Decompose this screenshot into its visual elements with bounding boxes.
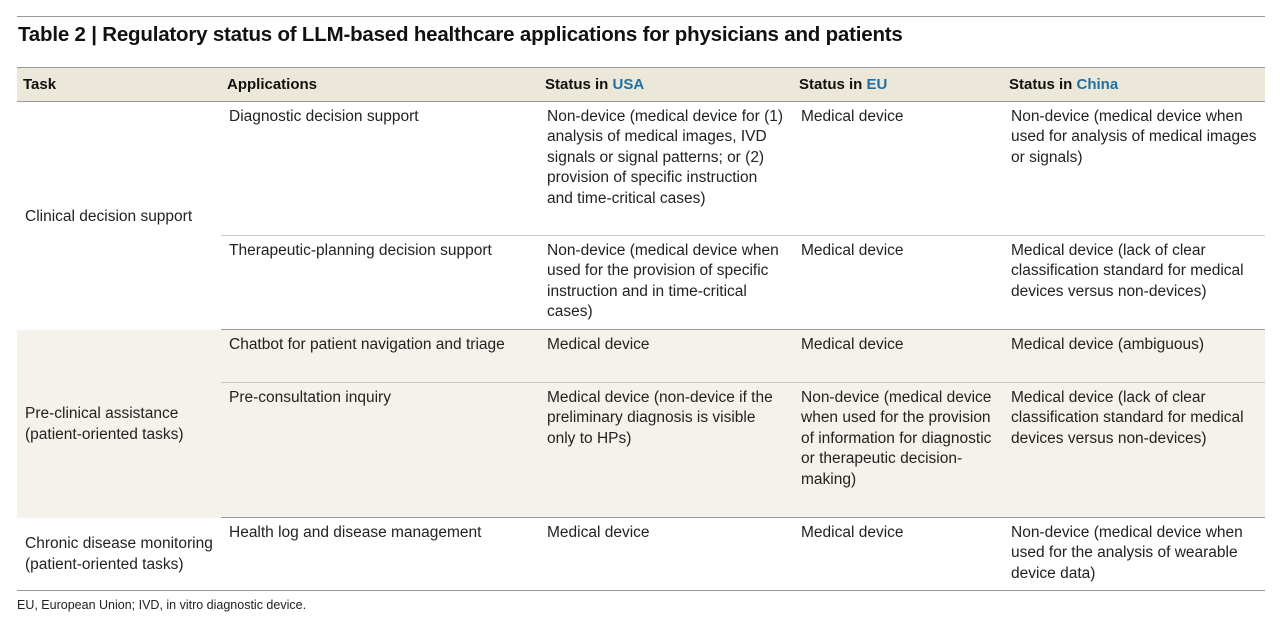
table-row [17, 102, 1265, 236]
eu-status-cell: Medical device [793, 236, 1003, 330]
eu-status-cell: Non-device (medical device when used for the provision of information for diagnostic or therapeutic decision-making) [793, 383, 1003, 518]
eu-status-cell: Medical device [801, 108, 904, 125]
regulatory-status-table [17, 67, 1265, 591]
header-status-china: Status in China [1003, 68, 1265, 102]
footnote: EU, European Union; IVD, in vitro diagnostic device. [17, 598, 307, 612]
application-cell: Diagnostic decision support [229, 108, 419, 125]
eu-status-cell: Medical device [793, 330, 1003, 383]
china-status-cell: Medical device (ambiguous) [1003, 330, 1265, 383]
task-cell: Pre-clinical assistance (patient-oriented tasks) [17, 330, 221, 518]
usa-label: USA [612, 76, 645, 93]
usa-status-cell: Non-device (medical device when used for the provision of specific instruction and in time-critical cases) [539, 236, 793, 330]
application-cell: Health log and disease management [221, 518, 539, 591]
application-cell: Chatbot for patient navigation and triage [221, 330, 539, 383]
usa-status-cell: Medical device (non-device if the preliminary diagnosis is visible only to HPs) [539, 383, 793, 518]
header-task: Task [17, 68, 221, 102]
top-rule [17, 16, 1265, 17]
eu-label: EU [866, 76, 888, 93]
eu-status-cell: Medical device [793, 518, 1003, 591]
usa-status-cell: Medical device [539, 330, 793, 383]
application-cell: Therapeutic-planning decision support [221, 236, 539, 330]
table-title: Table 2 | Regulatory status of LLM-based healthcare applications for physicians and patients [18, 23, 903, 46]
usa-status-cell: Non-device (medical device for (1) analysis of medical images, IVD signals or signal patterns; or (2) provision of specific instruction and time-critical cases) [547, 108, 784, 207]
header-applications: Applications [221, 68, 539, 102]
application-cell: Pre-consultation inquiry [221, 383, 539, 518]
header-status-usa: Status in USA [539, 68, 793, 102]
china-label: China [1076, 76, 1119, 93]
header-status-eu: Status in EU [793, 68, 1003, 102]
table-row [17, 330, 1265, 383]
task-cell: Clinical decision support [25, 207, 193, 225]
china-status-cell: Medical device (lack of clear classification standard for medical devices versus non-devices) [1003, 383, 1265, 518]
china-status-cell: Non-device (medical device when used for analysis of medical images or signals) [1011, 108, 1257, 166]
usa-status-cell: Medical device [539, 518, 793, 591]
china-status-cell: Medical device (lack of clear classification standard for medical devices versus non-devices) [1003, 236, 1265, 330]
task-cell: Chronic disease monitoring (patient-oriented tasks) [17, 518, 221, 591]
header-row [17, 68, 1265, 102]
china-status-cell: Non-device (medical device when used for the analysis of wearable device data) [1003, 518, 1265, 591]
table-row [17, 518, 1265, 591]
